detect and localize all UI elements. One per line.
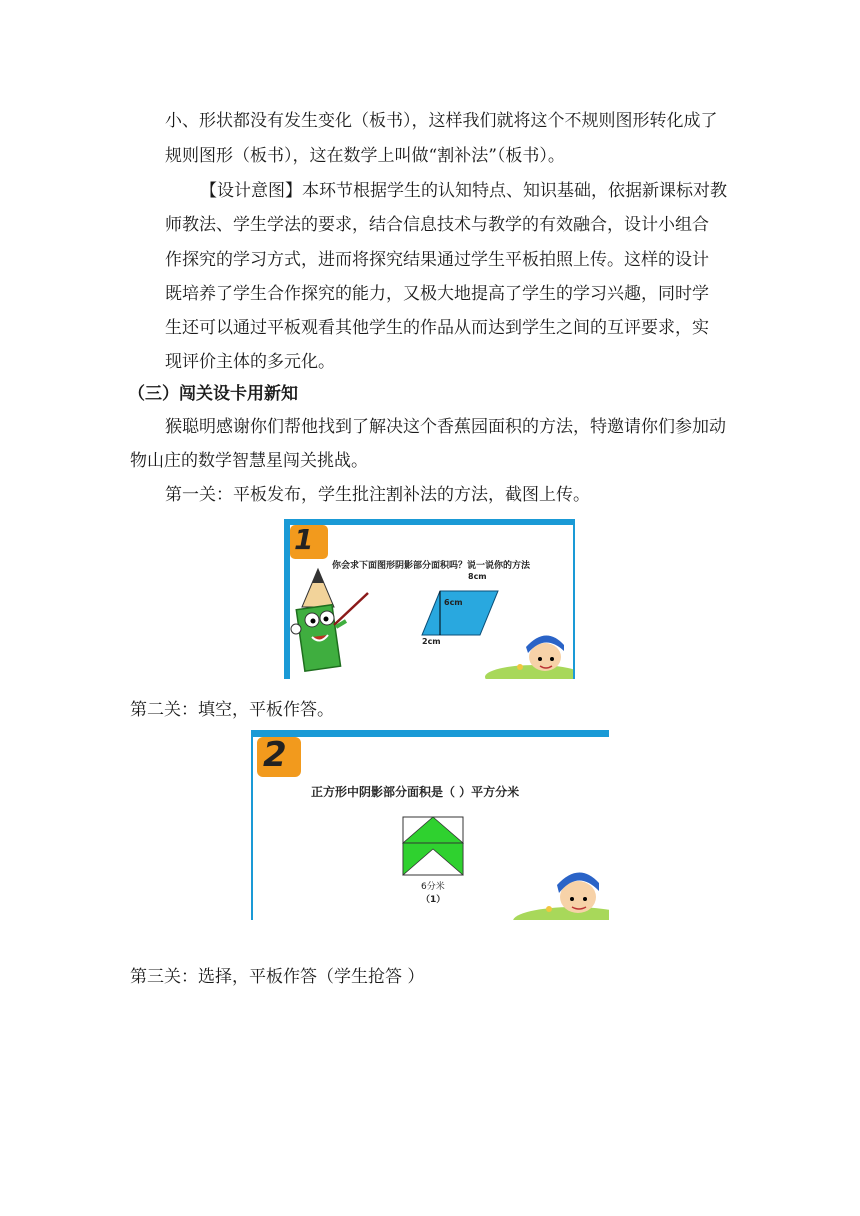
paragraph-line: 师教法、学生学法的要求，结合信息技术与教学的有效融合，设计小组合 <box>165 215 709 235</box>
figure-question: 正方形中阴影部分面积是（ ）平方分米 <box>311 785 520 799</box>
paragraph-line: 规则图形（板书），这在数学上叫做“割补法”（板书）。 <box>165 146 565 166</box>
paragraph-line: 生还可以通过平板观看其他学生的作品从而达到学生之间的互评要求，实 <box>165 318 709 338</box>
badge-number: 2 <box>263 735 287 775</box>
sub-label: （1） <box>421 895 446 905</box>
level-1-image <box>284 519 575 679</box>
level-1-illustration <box>290 525 573 679</box>
top-length-label: 8cm <box>468 572 487 581</box>
figure-question: 你会求下面图形阴影部分面积吗？说一说你的方法 <box>332 561 531 571</box>
paragraph-line: 既培养了学生合作探究的能力，又极大地提高了学生的学习兴趣，同时学 <box>165 284 709 304</box>
level-3-text: 第三关：选择，平板作答（学生抢答 ） <box>130 967 425 987</box>
paragraph-line: 现评价主体的多元化。 <box>165 352 335 372</box>
level-1-text: 第一关：平板发布，学生批注割补法的方法，截图上传。 <box>165 485 590 505</box>
level-2-text: 第二关：填空，平板作答。 <box>130 700 334 720</box>
cartoon-kid-icon <box>513 872 609 920</box>
paragraph-line: 猴聪明感谢你们帮他找到了解决这个香蕉园面积的方法，特邀请你们参加动 <box>165 417 726 437</box>
design-intent-line: 【设计意图】本环节根据学生的认知特点、知识基础，依据新课标对教 <box>200 181 727 201</box>
paragraph-line: 小、形状都没有发生变化（板书），这样我们就将这个不规则图形转化成了 <box>165 111 718 131</box>
level-2-image <box>251 730 609 920</box>
badge-number: 1 <box>294 523 314 556</box>
base-label: 2cm <box>422 637 441 646</box>
height-label: 6cm <box>444 598 463 607</box>
paragraph-line: 作探究的学习方式，进而将探究结果通过学生平板拍照上传。这样的设计 <box>165 250 709 270</box>
section-heading: （三）闯关设卡用新知 <box>128 384 298 404</box>
cartoon-kid-icon <box>485 635 573 679</box>
paragraph-line: 物山庄的数学智慧星闯关挑战。 <box>130 451 368 471</box>
pencil-teacher-icon <box>291 569 368 671</box>
side-length-label: 6分米 <box>421 882 445 892</box>
